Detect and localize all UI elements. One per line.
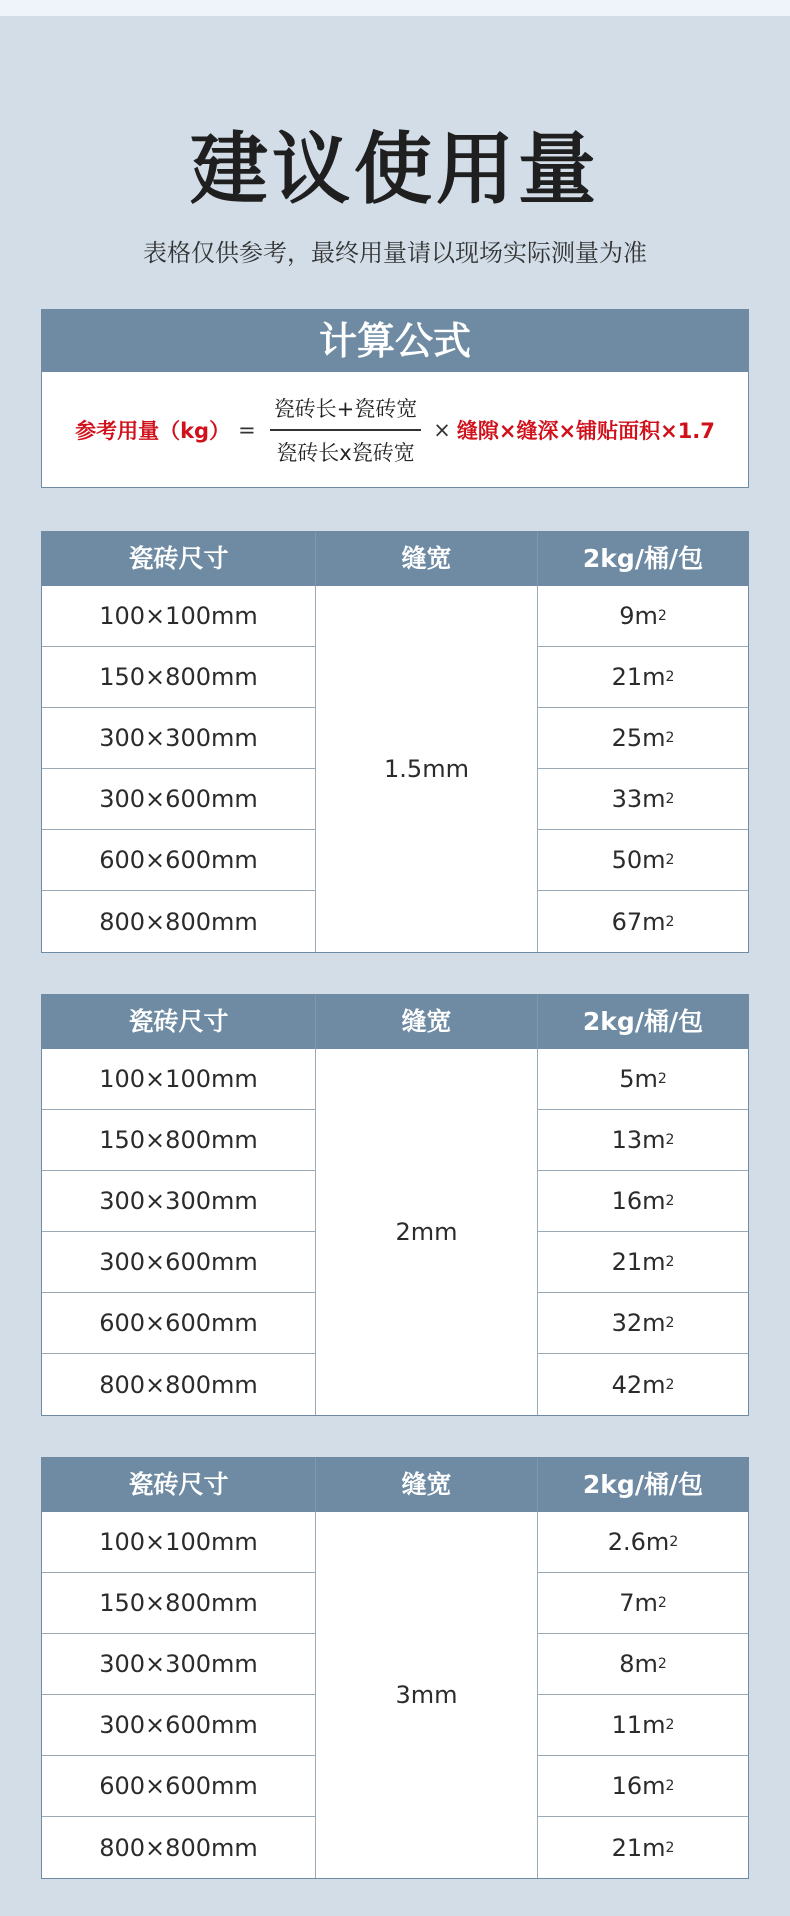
coverage-value: 16m xyxy=(611,1187,666,1215)
coverage-cell: 2.6m 2 xyxy=(538,1512,748,1573)
coverage-cell: 5m 2 xyxy=(538,1049,748,1110)
formula-equals: = xyxy=(238,417,256,442)
top-strip xyxy=(0,0,790,16)
coverage-value: 11m xyxy=(611,1711,666,1739)
tile-size-cell: 300×600mm xyxy=(42,1232,315,1293)
header-joint-width: 缝宽 xyxy=(316,532,538,586)
coverage-cell: 7m 2 xyxy=(538,1573,748,1634)
formula-header: 计算公式 xyxy=(42,310,748,372)
formula-expression xyxy=(42,372,748,487)
coverage-value: 32m xyxy=(611,1309,666,1337)
header-coverage: 2kg/桶/包 xyxy=(582,1007,704,1036)
coverage-value: 25m xyxy=(611,724,666,752)
header-coverage: 2kg/桶/包 xyxy=(582,544,704,573)
coverage-cell: 16m 2 xyxy=(538,1171,748,1232)
tile-size-cell: 600×600mm xyxy=(42,830,315,891)
tile-size-cell: 150×800mm xyxy=(42,1110,315,1171)
header-joint-width: 缝宽 xyxy=(316,1458,538,1512)
header-tile-size: 瓷砖尺寸 xyxy=(42,995,316,1049)
tile-size-cell: 100×100mm xyxy=(42,1049,315,1110)
formula-rhs: 缝隙×缝深×铺贴面积×1.7 xyxy=(456,418,715,443)
coverage-value: 21m xyxy=(611,1833,666,1862)
formula-fraction xyxy=(270,393,422,467)
coverage-value: 33m xyxy=(611,785,666,813)
joint-width-cell: 2mm xyxy=(316,1049,538,1415)
coverage-cell: 25m 2 xyxy=(538,708,748,769)
coverage-cell: 21m 2 xyxy=(538,647,748,708)
coverage-cell: 21m 2 xyxy=(611,1833,675,1862)
coverage-cell: 11m 2 xyxy=(538,1695,748,1756)
coverage-value: 9m xyxy=(619,602,658,630)
tile-size-cell: 100×100mm xyxy=(42,1512,315,1573)
joint-width-cell: 1.5mm xyxy=(316,586,538,952)
coverage-value: 21m xyxy=(611,1248,666,1276)
header-joint-width: 缝宽 xyxy=(316,995,538,1049)
coverage-cell: 32m 2 xyxy=(538,1293,748,1354)
tile-size-column xyxy=(42,1049,316,1415)
coverage-column xyxy=(538,1049,748,1415)
header-tile-size: 瓷砖尺寸 xyxy=(42,532,316,586)
coverage-cell: 42m 2 xyxy=(611,1370,675,1399)
coverage-cell: 50m 2 xyxy=(538,830,748,891)
formula-numerator: 瓷砖长+瓷砖宽 xyxy=(270,393,422,431)
tile-size-cell: 150×800mm xyxy=(42,647,315,708)
table-body xyxy=(42,1512,748,1878)
formula-denominator: 瓷砖长x瓷砖宽 xyxy=(276,440,415,465)
tile-size-column xyxy=(42,1512,316,1878)
usage-table-2 xyxy=(41,994,749,1416)
coverage-value: 67m xyxy=(611,907,666,936)
tile-size-cell: 300×600mm xyxy=(42,769,315,830)
table-header xyxy=(42,1458,748,1512)
coverage-column xyxy=(538,586,748,952)
usage-table-1 xyxy=(41,531,749,953)
formula-times: × xyxy=(433,417,451,442)
coverage-cell: 33m 2 xyxy=(538,769,748,830)
table-header xyxy=(42,995,748,1049)
formula-box xyxy=(41,309,749,488)
tile-size-cell: 300×300mm xyxy=(42,1171,315,1232)
tile-size-cell: 600×600mm xyxy=(42,1756,315,1817)
coverage-value: 13m xyxy=(611,1126,666,1154)
page-title: 建议使用量 xyxy=(189,125,600,215)
header-tile-size: 瓷砖尺寸 xyxy=(42,1458,316,1512)
tile-size-cell: 800×800mm xyxy=(99,907,258,936)
tile-size-cell: 150×800mm xyxy=(42,1573,315,1634)
tile-size-cell: 600×600mm xyxy=(42,1293,315,1354)
formula-lhs: 参考用量（kg） xyxy=(75,418,231,443)
tile-size-column xyxy=(42,586,316,952)
tile-size-cell: 800×800mm xyxy=(99,1370,258,1399)
coverage-value: 42m xyxy=(611,1370,666,1399)
coverage-cell: 9m 2 xyxy=(538,586,748,647)
coverage-value: 21m xyxy=(611,663,666,691)
joint-width-cell: 3mm xyxy=(316,1512,538,1878)
coverage-value: 8m xyxy=(619,1650,658,1678)
tile-size-cell: 300×300mm xyxy=(42,1634,315,1695)
table-body xyxy=(42,1049,748,1415)
coverage-cell: 13m 2 xyxy=(538,1110,748,1171)
coverage-cell: 16m 2 xyxy=(538,1756,748,1817)
coverage-value: 16m xyxy=(611,1772,666,1800)
coverage-value: 2.6m xyxy=(607,1528,670,1556)
coverage-value: 7m xyxy=(619,1589,658,1617)
usage-table-3 xyxy=(41,1457,749,1879)
coverage-cell: 8m 2 xyxy=(538,1634,748,1695)
tile-size-cell: 300×600mm xyxy=(42,1695,315,1756)
coverage-cell: 21m 2 xyxy=(538,1232,748,1293)
coverage-value: 50m xyxy=(611,846,666,874)
page-subtitle: 表格仅供参考，最终用量请以现场实际测量为准 xyxy=(143,239,647,267)
header-coverage: 2kg/桶/包 xyxy=(582,1470,704,1499)
coverage-cell: 67m 2 xyxy=(611,907,675,936)
coverage-value: 5m xyxy=(619,1065,658,1093)
tile-size-cell: 300×300mm xyxy=(42,708,315,769)
table-header xyxy=(42,532,748,586)
tile-size-cell: 100×100mm xyxy=(42,586,315,647)
table-body xyxy=(42,586,748,952)
tile-size-cell: 800×800mm xyxy=(99,1833,258,1862)
coverage-column xyxy=(538,1512,748,1878)
